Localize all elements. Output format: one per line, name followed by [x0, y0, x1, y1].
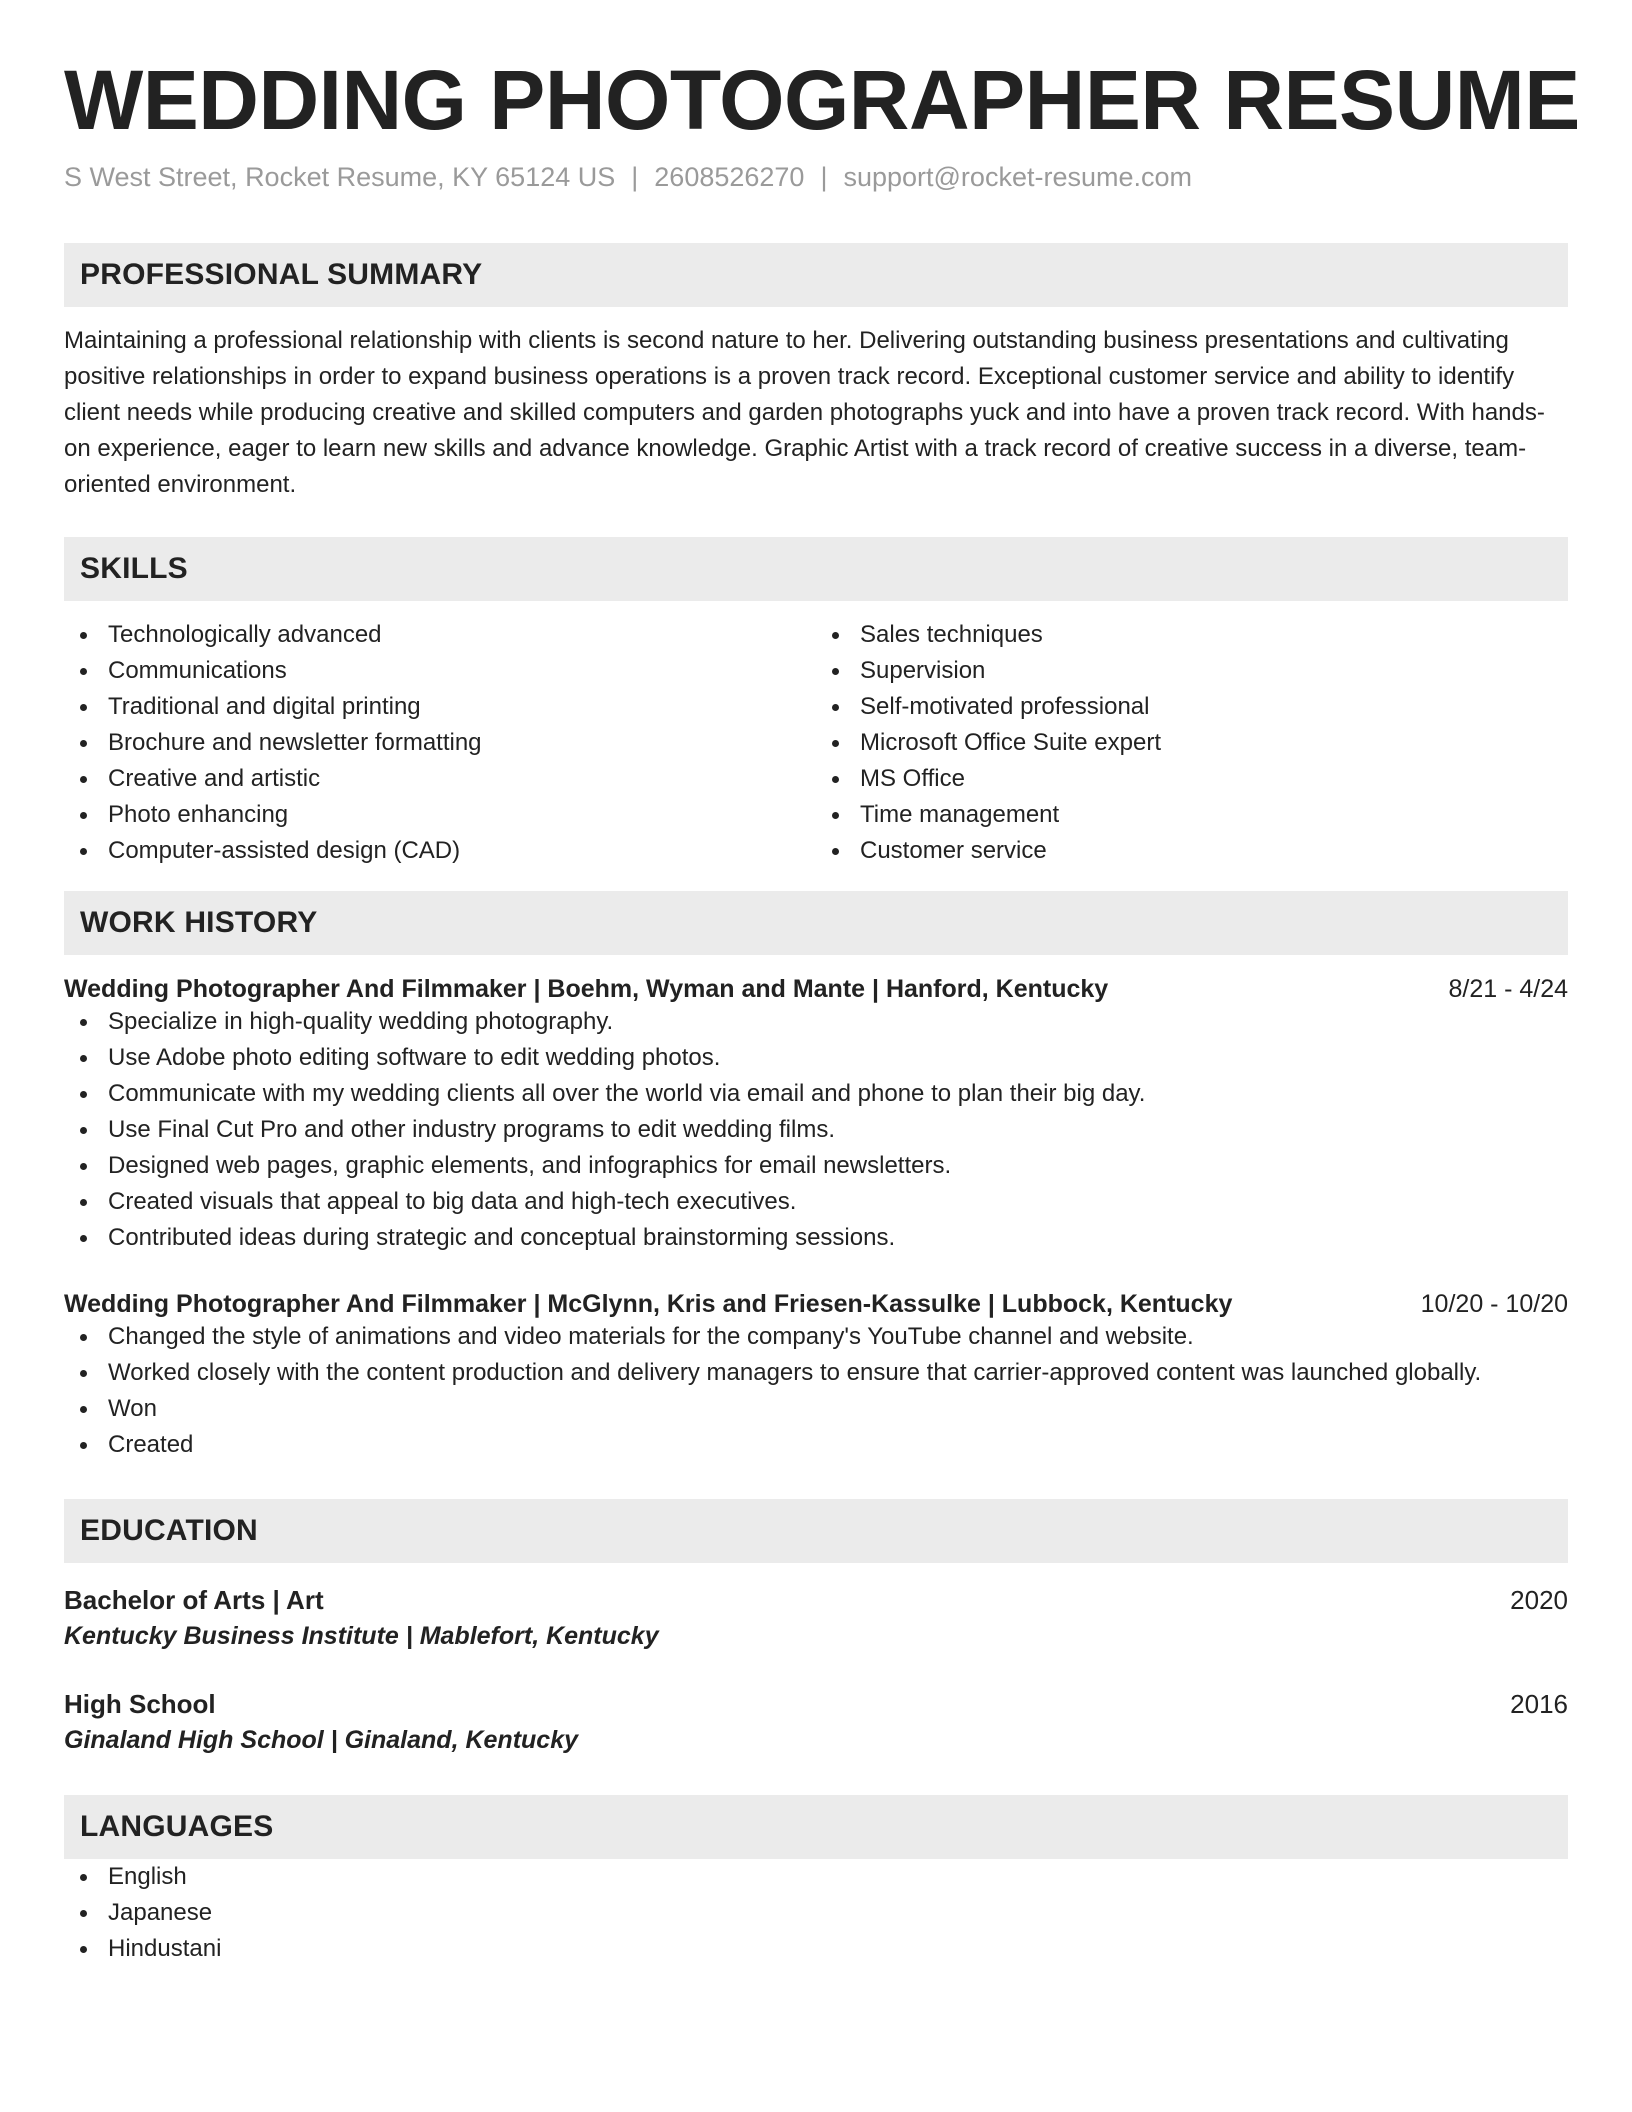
job-bullet: Use Final Cut Pro and other industry programs to edit wedding films.	[64, 1112, 1568, 1148]
education-school: Ginaland High School | Ginaland, Kentucky	[64, 1726, 579, 1755]
job-bullet-list	[64, 1319, 1568, 1463]
contact-separator: |	[631, 162, 639, 193]
job-bullet: Won	[64, 1391, 1568, 1427]
job-bullet: Changed the style of animations and video materials for the company's YouTube channel and website.	[64, 1319, 1568, 1355]
contact-address: S West Street, Rocket Resume, KY 65124 US	[64, 162, 616, 193]
education-degree: High School	[64, 1689, 216, 1720]
job-header	[64, 975, 1568, 1004]
skill-item: Sales techniques	[816, 617, 1568, 653]
job-bullet: Designed web pages, graphic elements, and infographics for email newsletters.	[64, 1148, 1568, 1184]
skill-item: Creative and artistic	[64, 761, 816, 797]
education-header	[64, 1689, 1568, 1720]
job-title: Wedding Photographer And Filmmaker | Boehm, Wyman and Mante | Hanford, Kentucky	[64, 975, 1109, 1004]
education-school: Kentucky Business Institute | Mablefort, Kentucky	[64, 1622, 659, 1651]
education-year: 2016	[1510, 1689, 1568, 1720]
section-header-summary: PROFESSIONAL SUMMARY	[64, 243, 1568, 307]
language-item: Japanese	[64, 1895, 1568, 1931]
language-item: Hindustani	[64, 1931, 1568, 1967]
skills-grid	[64, 617, 1568, 869]
job-bullet: Specialize in high-quality wedding photography.	[64, 1004, 1568, 1040]
language-item: English	[64, 1859, 1568, 1895]
job-bullet: Created visuals that appeal to big data and high-tech executives.	[64, 1184, 1568, 1220]
skill-item: Computer-assisted design (CAD)	[64, 833, 816, 869]
job-bullet-list	[64, 1004, 1568, 1256]
contact-separator: |	[820, 162, 828, 193]
resume-title: WEDDING PHOTOGRAPHER RESUME	[64, 53, 1580, 147]
job-bullet: Worked closely with the content production and delivery managers to ensure that carrier-approved content was launched globally.	[64, 1355, 1568, 1391]
skills-column-right	[816, 617, 1568, 869]
skill-item: Communications	[64, 653, 816, 689]
section-header-work-history: WORK HISTORY	[64, 891, 1568, 955]
skill-item: Microsoft Office Suite expert	[816, 725, 1568, 761]
education-year: 2020	[1510, 1585, 1568, 1616]
job-bullet: Communicate with my wedding clients all over the world via email and phone to plan their big day.	[64, 1076, 1568, 1112]
contact-phone: 2608526270	[654, 162, 805, 193]
section-header-skills: SKILLS	[64, 537, 1568, 601]
skill-item: Supervision	[816, 653, 1568, 689]
skill-item: Customer service	[816, 833, 1568, 869]
job-dates: 8/21 - 4/24	[1448, 975, 1568, 1004]
skills-column-left	[64, 617, 816, 869]
skill-item: Traditional and digital printing	[64, 689, 816, 725]
skill-item: Time management	[816, 797, 1568, 833]
job-title: Wedding Photographer And Filmmaker | McGlynn, Kris and Friesen-Kassulke | Lubbock, Kentucky	[64, 1290, 1233, 1319]
job-bullet: Use Adobe photo editing software to edit wedding photos.	[64, 1040, 1568, 1076]
skill-item: Self-motivated professional	[816, 689, 1568, 725]
language-list	[64, 1859, 1568, 1967]
skill-item: Photo enhancing	[64, 797, 816, 833]
section-header-education: EDUCATION	[64, 1499, 1568, 1563]
job-dates: 10/20 - 10/20	[1420, 1290, 1568, 1319]
skill-item: MS Office	[816, 761, 1568, 797]
skill-item: Technologically advanced	[64, 617, 816, 653]
education-header	[64, 1585, 1568, 1616]
summary-text: Maintaining a professional relationship with clients is second nature to her. Delivering outstanding business presentations and cultivating positive relationships in order to expand business operations is a proven track record. Exceptional customer service and ability to identify client needs while producing creative and skilled computers and garden photographs yuck and into have a proven track record. With hands-on experience, eager to learn new skills and advance knowledge. Graphic Artist with a track record of creative success in a diverse, team-oriented environment.	[64, 327, 1545, 499]
contact-line	[64, 162, 1568, 193]
education-degree: Bachelor of Arts | Art	[64, 1585, 324, 1616]
section-header-languages: LANGUAGES	[64, 1795, 1568, 1859]
job-bullet: Contributed ideas during strategic and conceptual brainstorming sessions.	[64, 1220, 1568, 1256]
job-bullet: Created	[64, 1427, 1568, 1463]
skill-item: Brochure and newsletter formatting	[64, 725, 816, 761]
contact-email: support@rocket-resume.com	[843, 162, 1192, 193]
job-header	[64, 1290, 1568, 1319]
